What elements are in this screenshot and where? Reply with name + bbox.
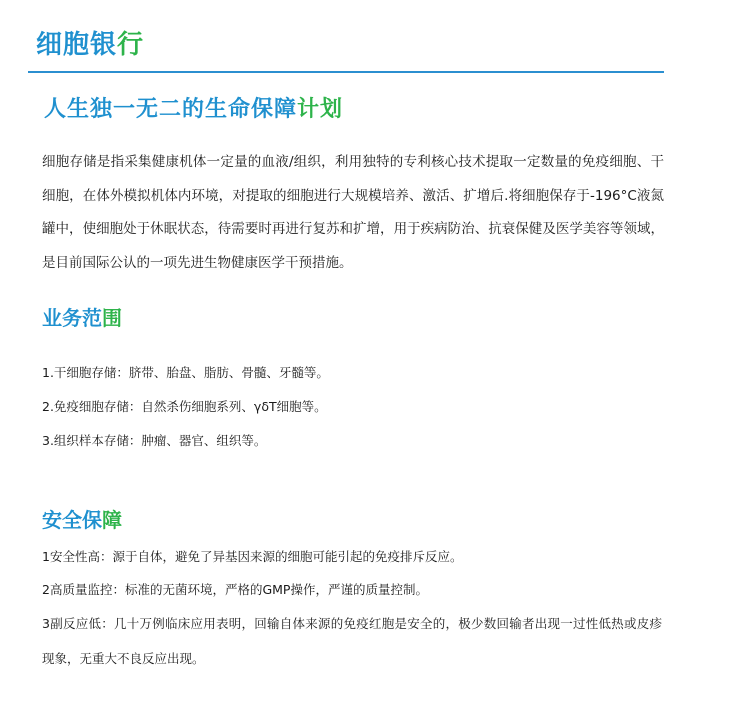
intro-heading-accent: 计划 <box>297 97 344 122</box>
business-list <box>42 356 329 458</box>
business-heading-accent: 围 <box>102 306 122 330</box>
business-heading <box>42 304 122 332</box>
page-title-main: 细胞银 <box>36 30 118 60</box>
safety-heading <box>42 506 122 534</box>
list-item: 2.免疫细胞存储：自然杀伤细胞系列、γδT细胞等。 <box>42 399 327 414</box>
safety-heading-accent: 障 <box>102 508 122 532</box>
list-item: 3副反应低：几十万例临床应用表明，回输自体来源的免疫红胞是安全的，极少数回输者出现一过性低热或皮疹现象，无重大不良反应出现。 <box>42 616 662 666</box>
business-heading-main: 业务范 <box>42 306 102 330</box>
list-item: 1安全性高：源于自体，避免了异基因来源的细胞可能引起的免疫排斥反应。 <box>42 549 463 564</box>
list-item: 1.干细胞存储：脐带、胎盘、脂肪、骨髓、牙髓等。 <box>42 365 329 380</box>
list-item: 3.组织样本存储：肿瘤、器官、组织等。 <box>42 433 267 448</box>
safety-heading-main: 安全保 <box>42 508 102 532</box>
intro-heading-main: 人生独一无二的生命保障 <box>44 97 298 122</box>
intro-paragraph: 细胞存储是指采集健康机体一定量的血液/组织，利用独特的专利核心技术提取一定数量的免疫细胞、干细胞，在体外模拟机体内环境，对提取的细胞进行大规模培养、激活、扩增后.将细胞保存于-196°C液氮罐中，使细胞处于休眠状态，待需要时再进行复苏和扩增，用于疾病防治、抗衰保健及医学美容等领域，是目前国际公认的一项先进生物健康医学干预措施。 <box>42 154 664 271</box>
page-title-accent: 行 <box>117 30 145 60</box>
title-divider <box>28 71 664 73</box>
list-item: 2高质量监控：标准的无菌环境，严格的GMP操作，严谨的质量控制。 <box>42 582 428 597</box>
safety-list <box>42 540 662 676</box>
intro-heading <box>44 96 343 124</box>
page-title <box>36 27 144 63</box>
